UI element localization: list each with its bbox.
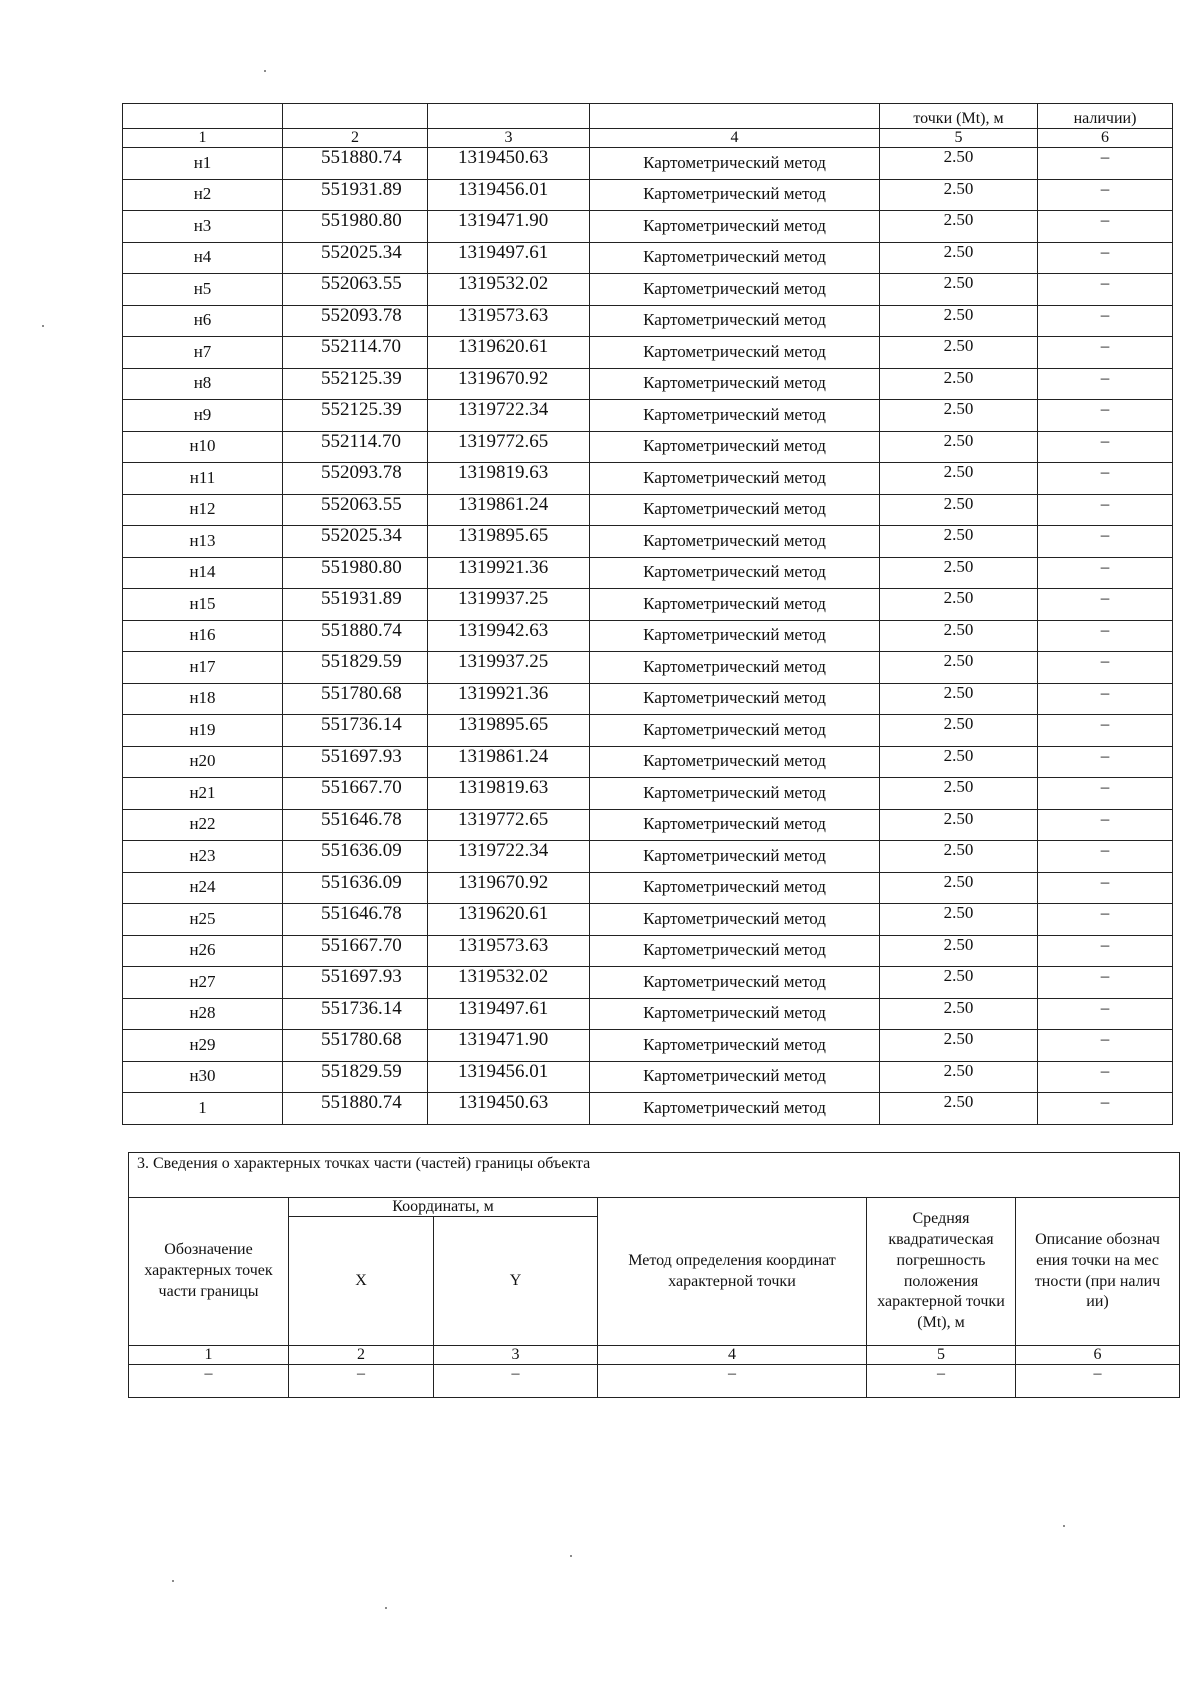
description-cell: – (1038, 463, 1173, 495)
error-cell: 2.50 (880, 400, 1038, 432)
header-cell (428, 104, 590, 129)
error-cell: 2.50 (880, 904, 1038, 936)
y-coordinate-cell: 1319456.01 (428, 179, 590, 211)
x-coordinate-cell: 551697.93 (283, 746, 428, 778)
error-cell: 2.50 (880, 620, 1038, 652)
error-cell: 2.50 (880, 935, 1038, 967)
y-coordinate-cell: 1319942.63 (428, 620, 590, 652)
y-coordinate-cell: 1319772.65 (428, 431, 590, 463)
error-cell: 2.50 (880, 778, 1038, 810)
description-cell: – (1038, 179, 1173, 211)
x-coordinate-cell: 552093.78 (283, 463, 428, 495)
method-cell: Картометрический метод (590, 368, 880, 400)
point-cell: н4 (123, 242, 283, 274)
point-cell: н9 (123, 400, 283, 432)
x-coordinate-cell: 551880.74 (283, 620, 428, 652)
y-coordinate-cell: 1319722.34 (428, 400, 590, 432)
point-cell: н17 (123, 652, 283, 684)
y-coordinate-cell: 1319861.24 (428, 746, 590, 778)
method-cell: Картометрический метод (590, 809, 880, 841)
y-coordinate-cell: 1319895.65 (428, 715, 590, 747)
point-cell: 1 (123, 1093, 283, 1125)
x-coordinate-cell: 551667.70 (283, 778, 428, 810)
table-row (123, 841, 1173, 873)
table-row (123, 400, 1173, 432)
description-cell: – (1038, 1093, 1173, 1125)
y-coordinate-cell: 1319772.65 (428, 809, 590, 841)
x-coordinate-cell: 552114.70 (283, 337, 428, 369)
description-cell: – (1038, 1030, 1173, 1062)
table-row (123, 431, 1173, 463)
point-cell: н18 (123, 683, 283, 715)
y-coordinate-cell: 1319620.61 (428, 904, 590, 936)
error-cell: 2.50 (880, 431, 1038, 463)
point-cell: н19 (123, 715, 283, 747)
scan-speck (172, 1580, 174, 1582)
point-cell: н29 (123, 1030, 283, 1062)
table-row (123, 715, 1173, 747)
description-cell: – (1038, 904, 1173, 936)
table-row (123, 337, 1173, 369)
header-cell: точки (Mt), м (880, 104, 1038, 129)
point-cell: н21 (123, 778, 283, 810)
point-cell: н12 (123, 494, 283, 526)
description-cell: – (1038, 557, 1173, 589)
error-cell: 2.50 (880, 526, 1038, 558)
error-cell: 2.50 (880, 1030, 1038, 1062)
scan-speck (570, 1555, 572, 1557)
description-cell: – (1038, 242, 1173, 274)
description-cell: – (1038, 998, 1173, 1030)
x-coordinate-cell: 551980.80 (283, 211, 428, 243)
table-row (123, 620, 1173, 652)
method-cell: Картометрический метод (590, 1093, 880, 1125)
y-coordinate-cell: 1319937.25 (428, 652, 590, 684)
method-cell: Картометрический метод (590, 1030, 880, 1062)
y-coordinate-cell: 1319819.63 (428, 463, 590, 495)
error-cell: 2.50 (880, 368, 1038, 400)
y-coordinate-cell: 1319620.61 (428, 337, 590, 369)
x-coordinate-cell: 552093.78 (283, 305, 428, 337)
scan-speck (1063, 1525, 1065, 1527)
error-cell: 2.50 (880, 1061, 1038, 1093)
method-cell: Картометрический метод (590, 179, 880, 211)
error-cell: 2.50 (880, 305, 1038, 337)
x-coordinate-cell: 551780.68 (283, 683, 428, 715)
x-coordinate-cell: 551829.59 (283, 652, 428, 684)
column-number: 3 (434, 1346, 598, 1365)
x-coordinate-cell: 551646.78 (283, 809, 428, 841)
column-number: 2 (283, 129, 428, 148)
column-number: 2 (289, 1346, 434, 1365)
point-cell: н23 (123, 841, 283, 873)
method-cell: Картометрический метод (590, 305, 880, 337)
method-cell: Картометрический метод (590, 274, 880, 306)
y-coordinate-cell: 1319456.01 (428, 1061, 590, 1093)
y-coordinate-cell: 1319819.63 (428, 778, 590, 810)
error-cell: 2.50 (880, 683, 1038, 715)
point-cell: н14 (123, 557, 283, 589)
x-coordinate-cell: 551880.74 (283, 148, 428, 180)
method-cell: Картометрический метод (590, 400, 880, 432)
col-header-error: Средняя квадратическая погрешность положения характерной точки (Mt), м (867, 1198, 1016, 1346)
section-title-row (129, 1153, 1180, 1198)
description-cell: – (1038, 431, 1173, 463)
description-cell: – (1038, 967, 1173, 999)
error-cell: 2.50 (880, 809, 1038, 841)
error-cell: 2.50 (880, 998, 1038, 1030)
y-coordinate-cell: 1319471.90 (428, 211, 590, 243)
scan-speck (264, 70, 266, 72)
col-header-point: Обозначение характерных точек части границы (129, 1198, 289, 1346)
y-coordinate-cell: 1319497.61 (428, 998, 590, 1030)
table-row (123, 809, 1173, 841)
x-coordinate-cell: 551736.14 (283, 998, 428, 1030)
point-cell: н5 (123, 274, 283, 306)
point-cell: н27 (123, 967, 283, 999)
method-cell: Картометрический метод (590, 841, 880, 873)
table-header-fragment (123, 104, 1173, 129)
error-cell: 2.50 (880, 841, 1038, 873)
table-row (123, 589, 1173, 621)
method-cell: Картометрический метод (590, 494, 880, 526)
method-cell: Картометрический метод (590, 431, 880, 463)
description-cell: – (1038, 368, 1173, 400)
table-row (123, 683, 1173, 715)
empty-cell: – (1016, 1365, 1180, 1398)
point-cell: н10 (123, 431, 283, 463)
point-cell: н15 (123, 589, 283, 621)
table-row (123, 274, 1173, 306)
point-cell: н30 (123, 1061, 283, 1093)
table-row (123, 904, 1173, 936)
point-cell: н25 (123, 904, 283, 936)
empty-cell: – (289, 1365, 434, 1398)
y-coordinate-cell: 1319450.63 (428, 1093, 590, 1125)
x-coordinate-cell: 551980.80 (283, 557, 428, 589)
method-cell: Картометрический метод (590, 683, 880, 715)
part-boundary-points-table (128, 1152, 1180, 1398)
scan-speck (385, 1607, 387, 1609)
error-cell: 2.50 (880, 872, 1038, 904)
x-coordinate-cell: 552125.39 (283, 400, 428, 432)
error-cell: 2.50 (880, 179, 1038, 211)
x-coordinate-cell: 551780.68 (283, 1030, 428, 1062)
table-row (123, 746, 1173, 778)
column-number: 1 (129, 1346, 289, 1365)
method-cell: Картометрический метод (590, 620, 880, 652)
table-row (123, 463, 1173, 495)
table-row (123, 998, 1173, 1030)
description-cell: – (1038, 841, 1173, 873)
method-cell: Картометрический метод (590, 337, 880, 369)
description-cell: – (1038, 305, 1173, 337)
x-coordinate-cell: 552063.55 (283, 494, 428, 526)
table2-column-numbers-row (129, 1346, 1180, 1365)
description-cell: – (1038, 494, 1173, 526)
method-cell: Картометрический метод (590, 998, 880, 1030)
description-cell: – (1038, 872, 1173, 904)
header-cell (590, 104, 880, 129)
method-cell: Картометрический метод (590, 872, 880, 904)
point-cell: н11 (123, 463, 283, 495)
y-coordinate-cell: 1319670.92 (428, 368, 590, 400)
table-row (123, 1030, 1173, 1062)
method-cell: Картометрический метод (590, 463, 880, 495)
empty-cell: – (598, 1365, 867, 1398)
table-row (123, 935, 1173, 967)
empty-cell: – (129, 1365, 289, 1398)
y-coordinate-cell: 1319497.61 (428, 242, 590, 274)
x-coordinate-cell: 552063.55 (283, 274, 428, 306)
boundary-points-table (122, 103, 1173, 1125)
error-cell: 2.50 (880, 746, 1038, 778)
table-row (123, 148, 1173, 180)
description-cell: – (1038, 274, 1173, 306)
description-cell: – (1038, 746, 1173, 778)
x-coordinate-cell: 552025.34 (283, 242, 428, 274)
description-cell: – (1038, 620, 1173, 652)
table-row (123, 526, 1173, 558)
y-coordinate-cell: 1319670.92 (428, 872, 590, 904)
table-row (123, 1093, 1173, 1125)
empty-cell: – (434, 1365, 598, 1398)
point-cell: н3 (123, 211, 283, 243)
y-coordinate-cell: 1319921.36 (428, 683, 590, 715)
col-header-x: X (289, 1217, 434, 1346)
error-cell: 2.50 (880, 242, 1038, 274)
table-row (123, 872, 1173, 904)
column-number: 6 (1016, 1346, 1180, 1365)
x-coordinate-cell: 551667.70 (283, 935, 428, 967)
description-cell: – (1038, 526, 1173, 558)
y-coordinate-cell: 1319532.02 (428, 967, 590, 999)
point-cell: н6 (123, 305, 283, 337)
method-cell: Картометрический метод (590, 589, 880, 621)
header-cell: наличии) (1038, 104, 1173, 129)
x-coordinate-cell: 551931.89 (283, 179, 428, 211)
y-coordinate-cell: 1319895.65 (428, 526, 590, 558)
method-cell: Картометрический метод (590, 526, 880, 558)
header-cell (283, 104, 428, 129)
description-cell: – (1038, 652, 1173, 684)
y-coordinate-cell: 1319450.63 (428, 148, 590, 180)
y-coordinate-cell: 1319921.36 (428, 557, 590, 589)
x-coordinate-cell: 551646.78 (283, 904, 428, 936)
col-header-coords: Координаты, м (289, 1198, 598, 1217)
description-cell: – (1038, 589, 1173, 621)
table2-header-row (129, 1198, 1180, 1217)
column-number: 3 (428, 129, 590, 148)
point-cell: н2 (123, 179, 283, 211)
description-cell: – (1038, 809, 1173, 841)
col-header-method: Метод определения координат характерной точки (598, 1198, 867, 1346)
x-coordinate-cell: 552025.34 (283, 526, 428, 558)
error-cell: 2.50 (880, 148, 1038, 180)
x-coordinate-cell: 551636.09 (283, 872, 428, 904)
error-cell: 2.50 (880, 463, 1038, 495)
y-coordinate-cell: 1319471.90 (428, 1030, 590, 1062)
y-coordinate-cell: 1319573.63 (428, 935, 590, 967)
point-cell: н13 (123, 526, 283, 558)
point-cell: н8 (123, 368, 283, 400)
method-cell: Картометрический метод (590, 557, 880, 589)
point-cell: н28 (123, 998, 283, 1030)
method-cell: Картометрический метод (590, 904, 880, 936)
method-cell: Картометрический метод (590, 1061, 880, 1093)
method-cell: Картометрический метод (590, 967, 880, 999)
table-row (123, 967, 1173, 999)
column-number: 4 (598, 1346, 867, 1365)
error-cell: 2.50 (880, 557, 1038, 589)
col-header-y: Y (434, 1217, 598, 1346)
table-row (123, 368, 1173, 400)
point-cell: н1 (123, 148, 283, 180)
y-coordinate-cell: 1319861.24 (428, 494, 590, 526)
x-coordinate-cell: 551636.09 (283, 841, 428, 873)
point-cell: н7 (123, 337, 283, 369)
error-cell: 2.50 (880, 274, 1038, 306)
description-cell: – (1038, 1061, 1173, 1093)
point-cell: н24 (123, 872, 283, 904)
x-coordinate-cell: 551931.89 (283, 589, 428, 621)
error-cell: 2.50 (880, 715, 1038, 747)
column-number: 4 (590, 129, 880, 148)
description-cell: – (1038, 337, 1173, 369)
method-cell: Картометрический метод (590, 652, 880, 684)
description-cell: – (1038, 211, 1173, 243)
method-cell: Картометрический метод (590, 778, 880, 810)
column-number: 5 (867, 1346, 1016, 1365)
description-cell: – (1038, 148, 1173, 180)
description-cell: – (1038, 715, 1173, 747)
method-cell: Картометрический метод (590, 935, 880, 967)
section-title: 3. Сведения о характерных точках части (частей) границы объекта (129, 1153, 1180, 1198)
table-row (123, 778, 1173, 810)
error-cell: 2.50 (880, 494, 1038, 526)
description-cell: – (1038, 400, 1173, 432)
table-row (123, 494, 1173, 526)
table2-empty-row (129, 1365, 1180, 1398)
table-row (123, 652, 1173, 684)
error-cell: 2.50 (880, 652, 1038, 684)
point-cell: н26 (123, 935, 283, 967)
y-coordinate-cell: 1319722.34 (428, 841, 590, 873)
error-cell: 2.50 (880, 337, 1038, 369)
x-coordinate-cell: 552114.70 (283, 431, 428, 463)
point-cell: н20 (123, 746, 283, 778)
table-row (123, 557, 1173, 589)
x-coordinate-cell: 551736.14 (283, 715, 428, 747)
x-coordinate-cell: 551697.93 (283, 967, 428, 999)
column-number: 5 (880, 129, 1038, 148)
method-cell: Картометрический метод (590, 746, 880, 778)
header-cell (123, 104, 283, 129)
point-cell: н16 (123, 620, 283, 652)
table-row (123, 179, 1173, 211)
column-number: 1 (123, 129, 283, 148)
scan-speck (42, 325, 44, 327)
method-cell: Картометрический метод (590, 148, 880, 180)
table-row (123, 242, 1173, 274)
description-cell: – (1038, 935, 1173, 967)
method-cell: Картометрический метод (590, 715, 880, 747)
y-coordinate-cell: 1319532.02 (428, 274, 590, 306)
error-cell: 2.50 (880, 589, 1038, 621)
empty-cell: – (867, 1365, 1016, 1398)
method-cell: Картометрический метод (590, 242, 880, 274)
error-cell: 2.50 (880, 967, 1038, 999)
table-row (123, 305, 1173, 337)
table-row (123, 211, 1173, 243)
column-numbers-row (123, 129, 1173, 148)
column-number: 6 (1038, 129, 1173, 148)
col-header-desc: Описание обозначения точки на местности (при наличии) (1016, 1198, 1180, 1346)
method-cell: Картометрический метод (590, 211, 880, 243)
y-coordinate-cell: 1319573.63 (428, 305, 590, 337)
error-cell: 2.50 (880, 211, 1038, 243)
point-cell: н22 (123, 809, 283, 841)
description-cell: – (1038, 683, 1173, 715)
description-cell: – (1038, 778, 1173, 810)
table-row (123, 1061, 1173, 1093)
x-coordinate-cell: 551829.59 (283, 1061, 428, 1093)
x-coordinate-cell: 551880.74 (283, 1093, 428, 1125)
x-coordinate-cell: 552125.39 (283, 368, 428, 400)
y-coordinate-cell: 1319937.25 (428, 589, 590, 621)
error-cell: 2.50 (880, 1093, 1038, 1125)
